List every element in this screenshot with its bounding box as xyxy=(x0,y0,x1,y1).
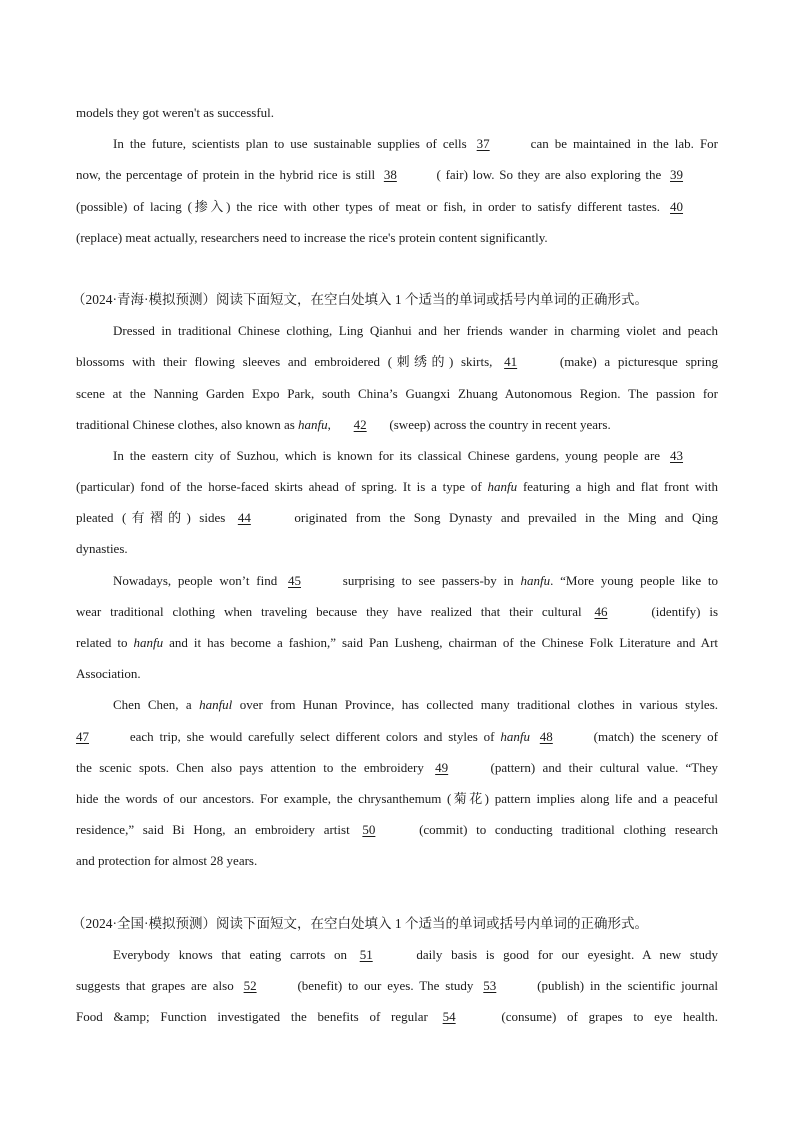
answer-blank-39[interactable]: 39 xyxy=(670,167,684,183)
text: (make) a picturesque spring xyxy=(559,354,718,370)
italic-term: hanfu xyxy=(487,479,518,495)
text: (particular) fond of the horse-faced skirts ahead of spring. It is a type of xyxy=(76,479,482,495)
text: (benefit) to our eyes. The study xyxy=(297,977,474,993)
text-line xyxy=(76,409,718,440)
text: wear traditional clothing when traveling because they have realized that their cultural xyxy=(76,603,582,619)
text: related to xyxy=(76,635,128,650)
text: (commit) to conducting traditional clothing research xyxy=(419,822,718,838)
text: ( fair) low. So they are also exploring the xyxy=(436,167,662,183)
text-line xyxy=(76,596,718,627)
text: . “More young people like to xyxy=(550,572,718,588)
document-page xyxy=(72,97,718,1032)
text-line xyxy=(76,502,718,533)
text: Food &amp; Function investigated the benefits of regular xyxy=(76,1009,428,1025)
text: and protection for almost 28 years. xyxy=(76,853,258,869)
answer-blank-50[interactable]: 50 xyxy=(362,822,376,838)
answer-blank-45[interactable]: 45 xyxy=(288,572,301,588)
text: (match) the scenery of xyxy=(593,728,718,744)
text: featuring a high and flat front with xyxy=(522,479,718,495)
text: models they got weren't as successful. xyxy=(76,105,275,120)
text: the scenic spots. Chen also pays attention to the embroidery xyxy=(76,759,424,775)
text-line xyxy=(76,721,718,752)
answer-blank-54[interactable]: 54 xyxy=(442,1009,456,1025)
text: Association. xyxy=(76,666,141,682)
answer-blank-37[interactable]: 37 xyxy=(476,136,490,152)
text: scene at the Nanning Garden Expo Park, south China’s Guangxi Zhuang Autonomous Region. The passion for xyxy=(76,385,718,401)
text-line xyxy=(76,97,718,128)
text: and it has become a fashion,” said Pan Lusheng, chairman of the Chinese Folk Literature and Art xyxy=(169,635,718,650)
answer-blank-40[interactable]: 40 xyxy=(670,198,684,214)
text: (sweep) across the country in recent years. xyxy=(389,416,611,432)
text-line xyxy=(76,533,718,564)
answer-blank-41[interactable]: 41 xyxy=(504,354,518,370)
text: , xyxy=(327,416,331,432)
text-line xyxy=(76,970,718,1001)
section-header: （2024·青海·模拟预测）阅读下面短文，在空白处填入 1 个适当的单词或括号内单词的正确形式。 xyxy=(72,291,648,307)
text: In the eastern city of Suzhou, which is known for its classical Chinese gardens, young people are xyxy=(113,447,661,463)
text: traditional Chinese clothes, also known as xyxy=(76,416,295,432)
text-line xyxy=(76,627,718,658)
text: daily basis is good for our eyesight. A new study xyxy=(416,946,718,962)
text-line xyxy=(76,565,718,596)
text-line xyxy=(76,378,718,409)
text: blossoms with their flowing sleeves and embroidered (刺绣的) skirts, xyxy=(76,354,493,370)
text-line xyxy=(76,315,718,346)
text: surprising to see passers-by in xyxy=(342,572,514,588)
text: (pattern) and their cultural value. “They xyxy=(490,759,718,775)
text-line xyxy=(76,752,718,783)
text: Dressed in traditional Chinese clothing, Ling Qianhui and her friends wander in charming violet and peach xyxy=(113,323,718,339)
text: pleated (有褶的) sides xyxy=(76,510,226,526)
text: each trip, she would carefully select different colors and styles of xyxy=(129,728,495,744)
text: suggests that grapes are also xyxy=(76,977,234,993)
text-line xyxy=(76,814,718,845)
italic-term: hanfu xyxy=(500,728,530,744)
text-line xyxy=(76,689,718,720)
italic-term: hanfu xyxy=(298,416,328,432)
answer-blank-42[interactable]: 42 xyxy=(353,416,367,432)
text: (possible) of lacing (掺入) the rice with other types of meat or fish, in order to satisfy different tastes. xyxy=(76,198,661,214)
text-line xyxy=(76,471,718,502)
text-line xyxy=(76,222,718,253)
answer-blank-48[interactable]: 48 xyxy=(539,728,553,744)
text-line xyxy=(76,440,718,471)
answer-blank-43[interactable]: 43 xyxy=(670,447,684,463)
text: originated from the Song Dynasty and prevailed in the Ming and Qing xyxy=(294,510,718,526)
text: (consume) of grapes to eye health. xyxy=(501,1009,718,1025)
text: can be maintained in the lab. For xyxy=(530,136,718,152)
answer-blank-38[interactable]: 38 xyxy=(383,167,397,183)
text: residence,” said Bi Hong, an embroidery artist xyxy=(76,822,350,838)
text: Nowadays, people won’t find xyxy=(113,572,278,588)
text: In the future, scientists plan to use sustainable supplies of cells xyxy=(113,136,467,152)
answer-blank-49[interactable]: 49 xyxy=(435,759,449,775)
answer-blank-46[interactable]: 46 xyxy=(594,603,608,619)
answer-blank-52[interactable]: 52 xyxy=(243,977,257,993)
italic-term: hanfu xyxy=(133,635,164,650)
text-line xyxy=(76,159,718,190)
text: Chen Chen, a xyxy=(113,697,192,713)
text: (identify) is xyxy=(651,603,718,619)
text: over from Hunan Province, has collected many traditional clothes in various styles. xyxy=(239,697,718,713)
text: hide the words of our ancestors. For example, the chrysanthemum (菊花) pattern implies along life and a peaceful xyxy=(76,790,718,806)
text-line xyxy=(76,939,718,970)
text-line xyxy=(76,191,718,222)
text-line xyxy=(76,783,718,814)
answer-blank-51[interactable]: 51 xyxy=(359,946,373,962)
italic-term: hanful xyxy=(199,697,233,713)
answer-blank-47[interactable]: 47 xyxy=(76,728,89,744)
text: (replace) meat actually, researchers need to increase the rice's protein content significantly. xyxy=(76,229,548,245)
answer-blank-53[interactable]: 53 xyxy=(483,977,497,993)
section-header: （2024·全国·模拟预测）阅读下面短文，在空白处填入 1 个适当的单词或括号内单词的正确形式。 xyxy=(72,915,648,931)
text: dynasties. xyxy=(76,541,128,557)
italic-term: hanfu xyxy=(520,572,551,588)
text-line xyxy=(76,346,718,377)
text: now, the percentage of protein in the hybrid rice is still xyxy=(76,167,376,183)
text-line xyxy=(76,128,718,159)
text-line xyxy=(76,658,718,689)
text: Everybody knows that eating carrots on xyxy=(113,946,348,962)
text-line xyxy=(76,1001,718,1032)
answer-blank-44[interactable]: 44 xyxy=(237,510,251,526)
text-line xyxy=(76,845,718,876)
text: (publish) in the scientific journal xyxy=(537,977,718,993)
